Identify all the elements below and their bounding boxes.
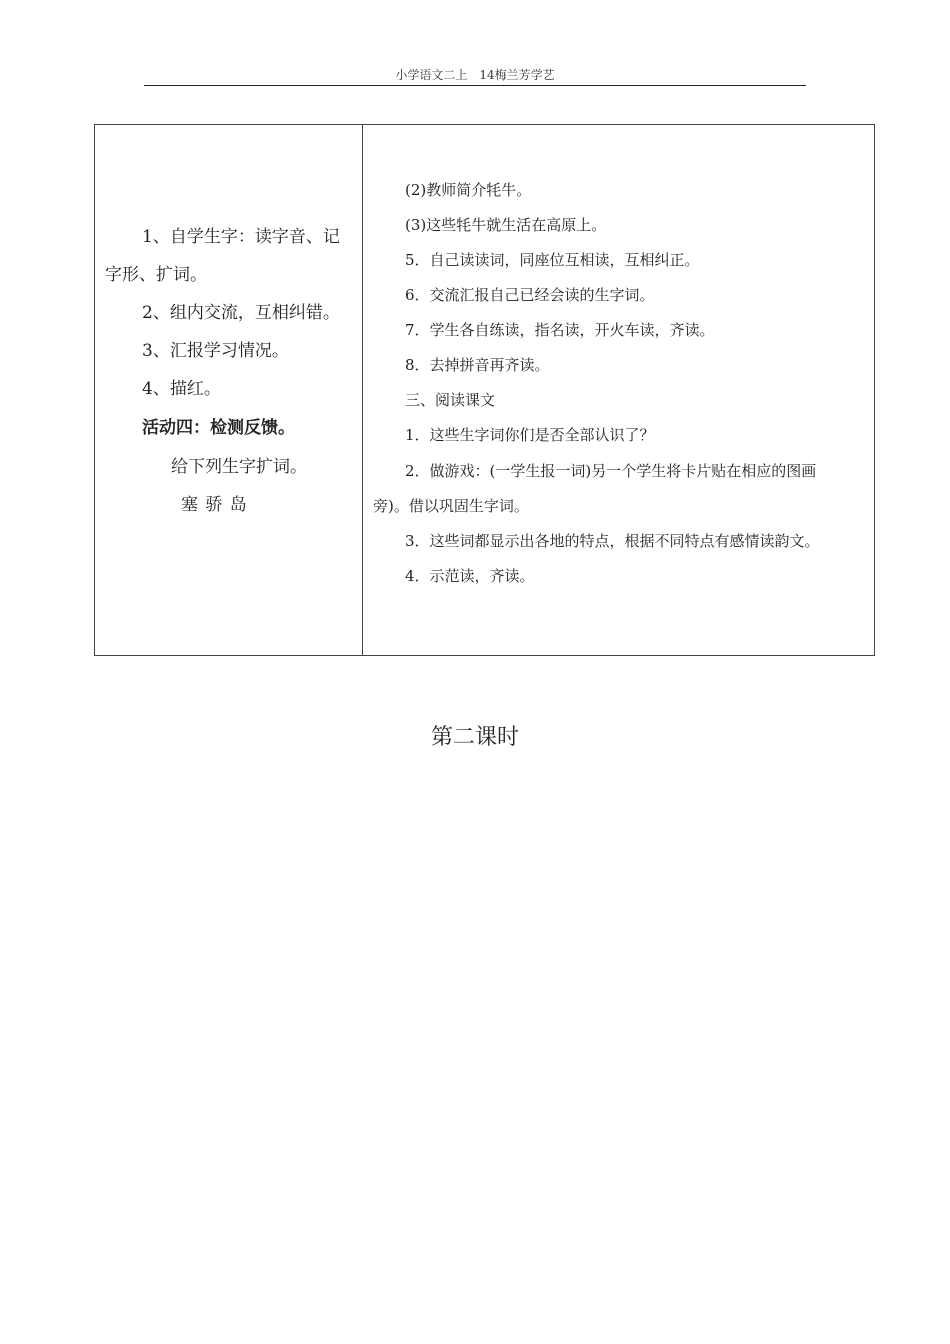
step-1-line-2: 字形、扩词。 [105,265,207,285]
right-line-9a: 2．做游戏：(一学生报一词)另一个学生将卡片贴在相应的图画 [405,462,817,480]
practice-characters: 塞 骄 岛 [181,495,248,515]
right-line-1: (2)教师简介牦牛。 [405,181,532,199]
task-instruction: 给下列生字扩词。 [171,457,307,477]
right-line-6: 8．去掉拼音再齐读。 [405,356,550,374]
right-line-10: 3．这些词都显示出各地的特点，根据不同特点有感情读韵文。 [405,532,820,550]
lesson-table [94,124,875,656]
step-2: 2、组内交流，互相纠错。 [142,303,340,323]
activity-heading: 活动四：检测反馈。 [142,418,295,438]
right-line-9b: 旁)。借以巩固生字词。 [373,497,529,515]
right-line-11: 4．示范读，齐读。 [405,567,535,585]
step-4: 4、描红。 [142,379,221,399]
right-section-heading: 三、阅读课文 [405,391,496,409]
right-line-5: 7．学生各自练读，指名读，开火车读，齐读。 [405,321,715,339]
header-rule [144,85,806,86]
section-title: 第二课时 [430,725,519,750]
step-3: 3、汇报学习情况。 [142,341,289,361]
right-line-4: 6．交流汇报自己已经会读的生字词。 [405,286,655,304]
teacher-activity-cell [363,125,874,655]
right-line-2: (3)这些牦牛就生活在高原上。 [405,216,607,234]
step-1-line-1: 1、自学生字：读字音、记 [142,227,340,247]
right-line-8: 1．这些生字词你们是否全部认识了？ [405,426,655,444]
student-activity-cell [95,125,362,655]
right-line-3: 5．自己读读词，同座位互相读，互相纠正。 [405,251,700,269]
page-header: 小学语文二上 14梅兰芳学艺 [395,68,555,82]
